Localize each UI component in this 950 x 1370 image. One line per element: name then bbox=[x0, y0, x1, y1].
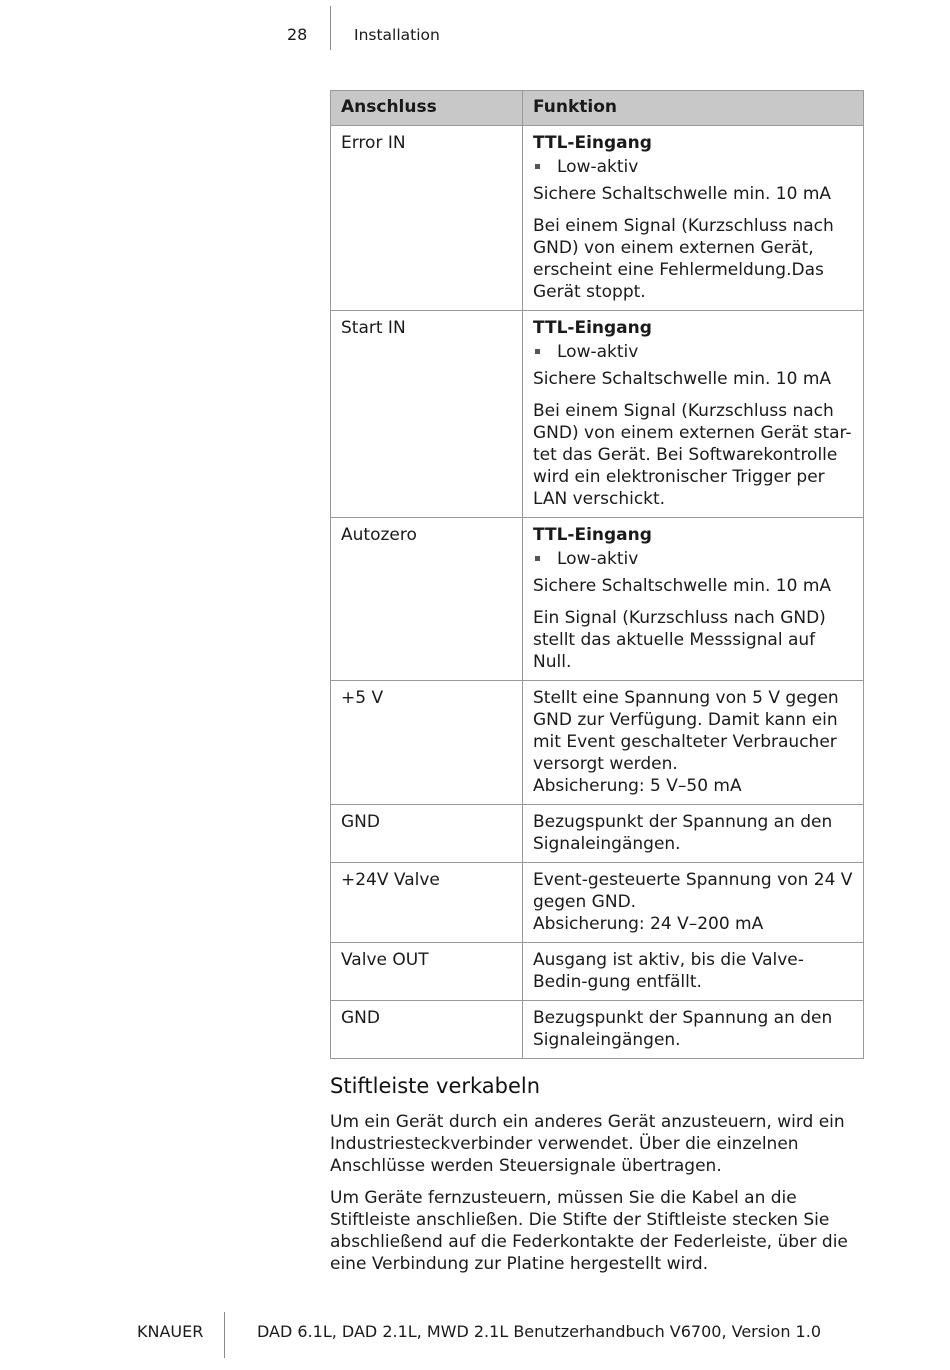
fuse-text: Absicherung: 24 V–200 mA bbox=[533, 914, 764, 934]
ttl-label: TTL-Eingang bbox=[533, 318, 652, 338]
table-row bbox=[331, 1001, 864, 1059]
ttl-label: TTL-Eingang bbox=[533, 133, 652, 153]
function-cell bbox=[523, 681, 864, 805]
description-text: Ausgang ist aktiv, bis die Valve-Bedin-gung entfällt. bbox=[533, 950, 804, 992]
bullet-item: Low-aktiv bbox=[533, 156, 853, 178]
table-row bbox=[331, 126, 864, 311]
footer-brand: KNAUER bbox=[137, 1322, 204, 1341]
page-number: 28 bbox=[287, 25, 308, 44]
fuse-text: Absicherung: 5 V–50 mA bbox=[533, 776, 742, 796]
table-row bbox=[331, 863, 864, 943]
description-text: Event-gesteuerte Spannung von 24 V gegen GND. bbox=[533, 870, 853, 912]
connection-cell: Autozero bbox=[331, 518, 523, 681]
function-cell bbox=[523, 518, 864, 681]
description-text: Bei einem Signal (Kurzschluss nach GND) von einem externen Gerät, erscheint eine Fehlermeldung.Das Gerät stoppt. bbox=[533, 216, 834, 302]
connection-cell: GND bbox=[331, 1001, 523, 1059]
section-name: Installation bbox=[354, 26, 440, 44]
connection-cell: +5 V bbox=[331, 681, 523, 805]
description-text: Bei einem Signal (Kurzschluss nach GND) von einem externen Gerät star-tet das Gerät. Bei Softwarekontrolle wird ein elektronischer Trigger per LAN verschickt. bbox=[533, 401, 852, 509]
table-row bbox=[331, 681, 864, 805]
ttl-label: TTL-Eingang bbox=[533, 525, 652, 545]
column-header-connection: Anschluss bbox=[331, 91, 523, 126]
threshold-text: Sichere Schaltschwelle min. 10 mA bbox=[533, 369, 832, 389]
function-cell bbox=[523, 805, 864, 863]
connection-cell: Error IN bbox=[331, 126, 523, 311]
function-cell bbox=[523, 126, 864, 311]
bullet-item: Low-aktiv bbox=[533, 548, 853, 570]
description-text: Bezugspunkt der Spannung an den Signaleingängen. bbox=[533, 1008, 833, 1050]
description-text: Stellt eine Spannung von 5 V gegen GND zur Verfügung. Damit kann ein mit Event geschalteter Verbraucher versorgt werden. bbox=[533, 688, 839, 774]
table-row bbox=[331, 518, 864, 681]
footer-document-title: DAD 6.1L, DAD 2.1L, MWD 2.1L Benutzerhandbuch V6700, Version 1.0 bbox=[257, 1322, 821, 1341]
body-paragraph: Um ein Gerät durch ein anderes Gerät anzusteuern, wird ein Industriesteckverbinder verwendet. Über die einzelnen Anschlüsse werden Steuersignale übertragen. bbox=[330, 1112, 845, 1176]
connection-table bbox=[330, 90, 864, 1059]
description-text: Bezugspunkt der Spannung an den Signaleingängen. bbox=[533, 812, 833, 854]
threshold-text: Sichere Schaltschwelle min. 10 mA bbox=[533, 184, 832, 204]
function-cell bbox=[523, 943, 864, 1001]
bullet-item: Low-aktiv bbox=[533, 341, 853, 363]
body-paragraph: Um Geräte fernzusteuern, müssen Sie die Kabel an die Stiftleiste anschließen. Die Stifte der Stiftleiste stecken Sie abschließend auf die Federkontakte der Federleiste, über die eine Verbindung zur Platine hergestellt wird. bbox=[330, 1188, 848, 1274]
table-row bbox=[331, 943, 864, 1001]
connection-cell: Start IN bbox=[331, 311, 523, 518]
table-header-row bbox=[331, 91, 864, 126]
function-cell bbox=[523, 863, 864, 943]
table-row bbox=[331, 805, 864, 863]
function-cell bbox=[523, 1001, 864, 1059]
header-divider bbox=[330, 6, 331, 50]
function-cell bbox=[523, 311, 864, 518]
connection-cell: +24V Valve bbox=[331, 863, 523, 943]
footer-divider bbox=[224, 1312, 225, 1358]
table-row bbox=[331, 311, 864, 518]
connection-cell: Valve OUT bbox=[331, 943, 523, 1001]
threshold-text: Sichere Schaltschwelle min. 10 mA bbox=[533, 576, 832, 596]
description-text: Ein Signal (Kurzschluss nach GND) stellt das aktuelle Messsignal auf Null. bbox=[533, 608, 826, 672]
section-heading: Stiftleiste verkabeln bbox=[330, 1074, 541, 1098]
connection-cell: GND bbox=[331, 805, 523, 863]
column-header-function: Funktion bbox=[523, 91, 864, 126]
